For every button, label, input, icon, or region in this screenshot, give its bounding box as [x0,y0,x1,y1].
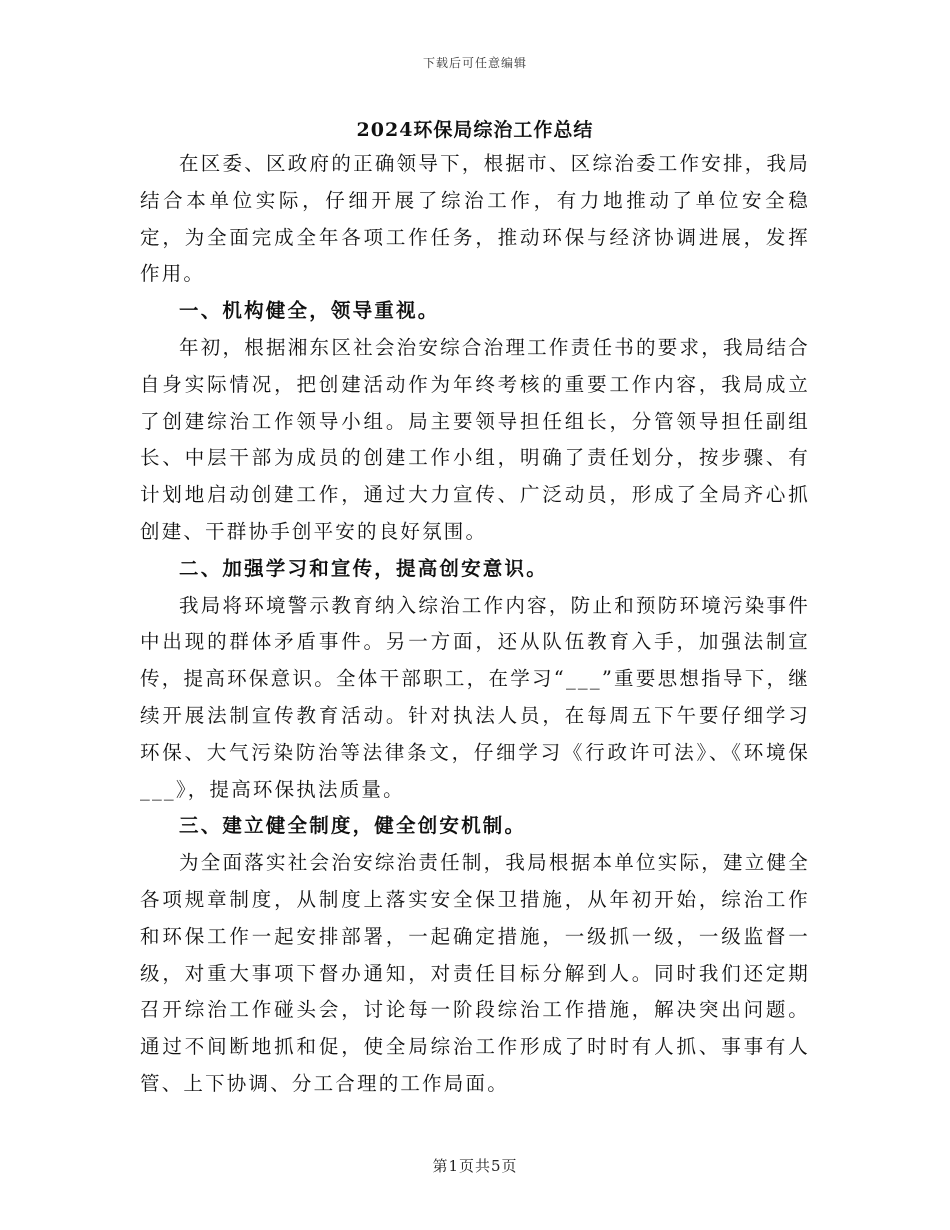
section-1-paragraph: 年初，根据湘东区社会治安综合治理工作责任书的要求，我局结合自身实际情况，把创建活动作为年终考核的重要工作内容，我局成立了创建综治工作领导小组。局主要领导担任组长，分管领导担任副组长、中层干部为成员的创建工作小组，明确了责任划分，按步骤、有计划地启动创建工作，通过大力宣传、广泛动员，形成了全局齐心抓创建、干群协手创平安的良好氛围。 [140,335,810,543]
section-3-paragraph: 为全面落实社会治安综治责任制，我局根据本单位实际，建立健全各项规章制度，从制度上落实安全保卫措施，从年初开始，综治工作和环保工作一起安排部署，一起确定措施，一级抓一级，一级监督一级，对重大事项下督办通知，对责任目标分解到人。同时我们还定期召开综治工作碰头会，讨论每一阶段综治工作措施，解决突出问题。通过不间断地抓和促，使全局综治工作形成了时时有人抓、事事有人管、上下协调、分工合理的工作局面。 [140,851,810,1095]
intro-paragraph: 在区委、区政府的正确领导下，根据市、区综治委工作安排，我局结合本单位实际，仔细开展了综治工作，有力地推动了单位安全稳定，为全面完成全年各项工作任务，推动环保与经济协调进展，发挥作用。 [140,152,810,286]
page-number: 第1页共5页 [432,1157,518,1175]
section-heading-3: 三、建立健全制度，健全创安机制。 [179,814,527,838]
section-heading-1: 一、机构健全，领导重视。 [179,299,440,323]
document-body [140,146,810,1103]
section-heading-2: 二、加强学习和宣传，提高创安意识。 [179,556,548,580]
document-title: 2024环保局综治工作总结 [356,119,594,141]
header-note: 下载后可任意编辑 [422,56,527,70]
section-2-paragraph: 我局将环境警示教育纳入综治工作内容，防止和预防环境污染事件中出现的群体矛盾事件。另一方面，还从队伍教育入手，加强法制宣传，提高环保意识。全体干部职工，在学习“___”重要思想指导下，继续开展法制宣传教育活动。针对执法人员，在每周五下午要仔细学习环保、大气污染防治等法律条文，仔细学习《行政许可法》、《环境保___》，提高环保执法质量。 [140,593,810,801]
